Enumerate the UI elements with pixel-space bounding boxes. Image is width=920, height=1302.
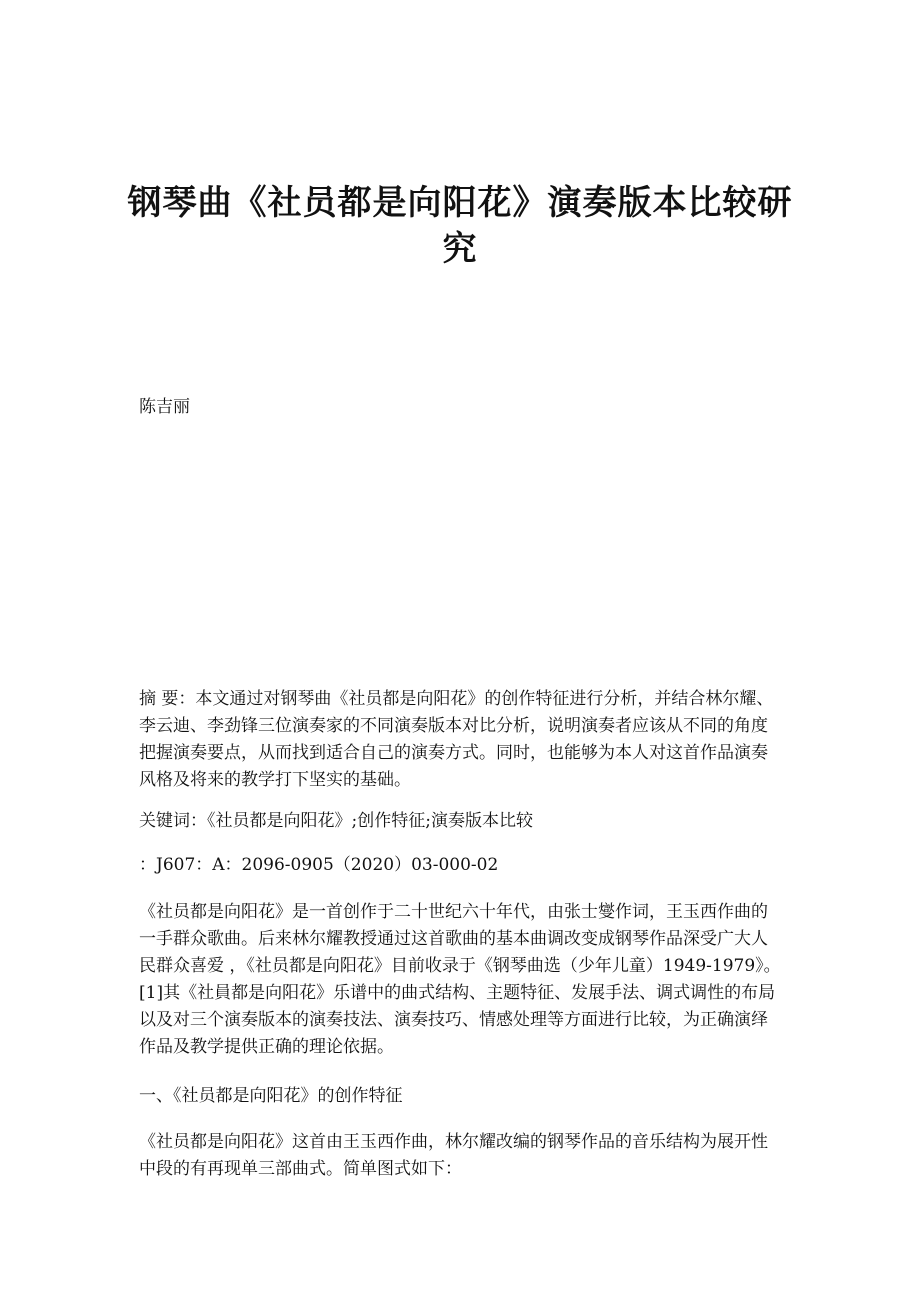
keywords-line: 关键词：《社员都是向阳花》;创作特征;演奏版本比较 bbox=[139, 811, 533, 831]
intro-paragraph: 《社员都是向阳花》是一首创作于二十世纪六十年代，由张士燮作词，王玉西作曲的一手群众歌曲。后来林尔耀教授通过这首歌曲的基本曲调改变成钢琴作品深受广大人民群众喜爱 ，《社员都是向阳花》目前收录于《钢琴曲选（少年儿童）1949-1979》。[1]其《社員都是向阳花》乐谱中的曲式结构、主题特征、发展手法、调式调性的布局以及对三个演奏版本的演奏技法、演奏技巧、情感处理等方面进行比较，为正确演绎作品及教学提供正确的理论依据。 bbox=[139, 902, 781, 1057]
author-name: 陈吉丽 bbox=[139, 397, 190, 417]
section-body-paragraph: 《社员都是向阳花》这首由王玉西作曲，林尔耀改编的钢琴作品的音乐结构为展开性中段的有再现单三部曲式。简单图式如下： bbox=[139, 1132, 768, 1179]
classification-line: ：J607：A：2096-0905（2020）03-000-02 bbox=[139, 855, 499, 875]
section-heading: 一、《社员都是向阳花》的创作特征 bbox=[139, 1086, 403, 1106]
document-title: 钢琴曲《社员都是向阳花》演奏版本比较研究 bbox=[127, 183, 793, 269]
abstract-paragraph: 摘 要：本文通过对钢琴曲《社员都是向阳花》的创作特征进行分析，并结合林尔耀、李云迪、李劲锋三位演奏家的不同演奏版本对比分析，说明演奏者应该从不同的角度把握演奏要点，从而找到适合自己的演奏方式。同时，也能够为本人对这首作品演奏风格及将来的教学打下坚实的基础。 bbox=[139, 689, 774, 790]
